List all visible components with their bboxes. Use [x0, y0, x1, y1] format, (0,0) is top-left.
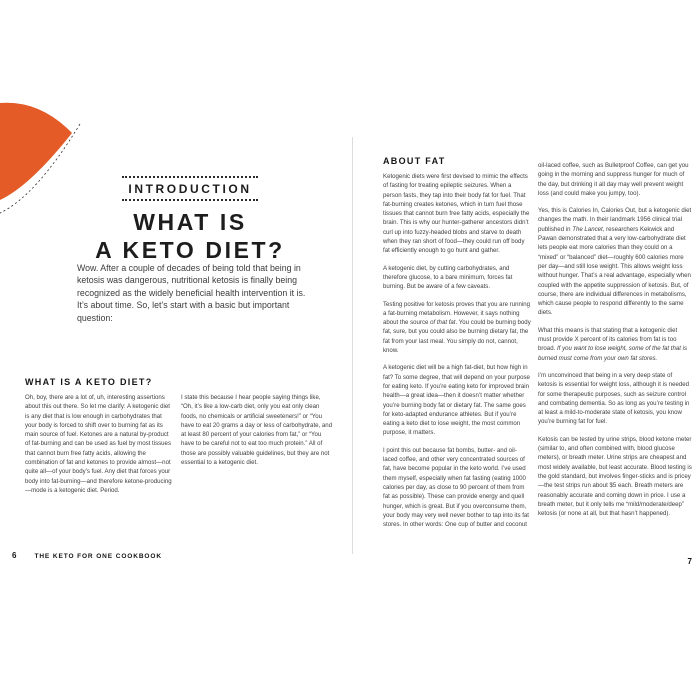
book-title: THE KETO FOR ONE COOKBOOK: [34, 553, 162, 560]
paragraph: I’m unconvinced that being in a very deep state of ketosis is essential for weight loss, although it is needed for some therapeutic purposes, such as seizure control and combating dementia. So as long as you’re testing in at least a mild-to-moderate state of ketosis, you know you’re burning fat for fuel.: [538, 371, 690, 426]
chapter-kicker: INTRODUCTION: [122, 176, 257, 201]
chapter-intro-paragraph: Wow. After a couple of decades of being told that being in ketosis was dangerous, nutritional ketosis is finally being recognized as the widely beneficial health intervention it is. It’s about time. So, let’s start with a basic but important question:: [77, 263, 306, 323]
paragraph: oil-laced coffee, such as Bulletproof Coffee, can get you going in the morning and suppress hunger for much of the day, but drinking it all day may well prevent weight loss (and could make you jumpy, too).: [538, 162, 689, 197]
paragraph: I point this out because fat bombs, butter- and oil-laced coffee, and other very concentrated sources of fat, have become popular in the keto world. I’ve used them myself, especially when fat fasting (eating 1000 calories per day, as close to 90 percent of them from fat as possible). These can provide energy and quell hunger, which is great. But if you overconsume them, your body may very well never bother to tap into its fat stores. In other words: One cup of butter and coconut: [383, 446, 529, 529]
paragraph: Yes, this is Calories In, Calories Out, but a ketogenic diet changes the math. In their landmark 1956 clinical trial published in The Lancet, researchers Kekwick and Pawan demonstrated that a very low-carbohydrate diet lets people eat more calories than they could on a “mixed” or “balanced” diet—roughly 600 calories more per day—and still lose weight. This allows weight loss without hunger. That’s a real advantage, especially when coupled with the appetite suppression of ketosis. But, of course, there are individual differences in metabolisms, which cause people to respond differently to the same diets.: [538, 207, 692, 317]
paragraph: A ketogenic diet will be a high fat-diet, but how high in fat? To some degree, that will depend on your purpose for eating keto. If you’re eating keto for improved brain health—a great idea—then it doesn’t matter whether you’re burning body fat or dietary fat. The same goes for keto-adapted endurance athletes. But if you’re eating a keto diet to lose weight, the most common purpose, it matters.: [383, 364, 530, 437]
right-page-column-1: [383, 172, 531, 537]
left-page-footer: [12, 551, 162, 560]
section-heading-right: ABOUT FAT: [383, 156, 446, 166]
left-page-column-1: [25, 393, 172, 503]
chapter-header: [60, 176, 320, 264]
paragraph: Ketogenic diets were first devised to mimic the effects of fasting for treating epileptic seizures. When a person fasts, they tap into their body fat for fuel. That fat-burning creates ketones, which in turn fuel those tissues that cannot burn free fatty acids, especially the brain. This is why our hunter-gatherer ancestors didn’t curl up into fuzzy-headed blobs and starve to death when they ran short of food—they could run off body fat efficiently enough to go hunt and gather.: [383, 173, 530, 255]
left-page-number: 6: [12, 551, 17, 560]
paragraph: Oh, boy, there are a lot of, uh, interesting assertions about this out there. So let me clarify: A ketogenic diet is any diet that is low enough in carbohydrates that your body is forced to shift over to burning fat as its main source of fuel. Ketones are a natural by-product of fat-burning and can be used as fuel by most tissues that cannot burn free fatty acids, allowing the combination of fat and ketones to provide almost—not quite all—of your body’s fuel. Any diet that forces your body into fat-burning—and therefore ketone-producing—mode is a ketogenic diet. Period.: [25, 394, 172, 494]
chapter-title-line1: WHAT IS: [133, 209, 247, 235]
paragraph: Testing positive for ketosis proves that you are running a fat-burning metabolism. However, it says nothing about the source of that fat. You could be burning body fat, sure, but you could also be burning dietary fat, the fat from your last meal. You simply do not, cannot, know.: [383, 300, 531, 355]
chapter-title-line2: A KETO DIET?: [95, 237, 285, 263]
chapter-title: [60, 208, 320, 264]
paragraph: What this means is that stating that a ketogenic diet must provide X percent of its calories from fat is too broad. If you want to lose weight, some of the fat that is burned must come from your own fat stores.: [538, 326, 688, 362]
paragraph: Ketosis can be tested by urine strips, blood ketone meter (similar to, and often combined with, blood glucose meters), or breath meter. Urine strips are cheapest and most widely available, but least accurate. Blood testing is the gold standard, but involves finger-sticks and is pricey —the test strips run about $5 each. Breath meters are reasonably accurate and coming down in price. I use a breath meter, but it only tells me “mild/moderate/deep” ketosis (or none at all, but that hasn’t happened).: [538, 435, 692, 518]
left-page-column-2: [181, 393, 333, 475]
right-page-footer: [688, 551, 692, 569]
right-page-column-2: [538, 161, 692, 526]
section-heading-left: WHAT IS A KETO DIET?: [25, 377, 153, 387]
paragraph: A ketogenic diet, by cutting carbohydrates, and therefore glucose, to a bare minimum, forces fat burning. But be aware of a few caveats.: [383, 264, 513, 291]
paragraph: I state this because I hear people saying things like, “Oh, it’s like a low-carb diet, only you eat only clean foods, no chemicals or artificial sweeteners!” or “You have to eat 20 grams a day or less of carbohydrate, and at least 80 percent of your calories from fat,” or “You have to be careful not to eat too much protein.” All of those are possibly valuable guidelines, but they are not essential to a ketogenic diet.: [181, 394, 333, 467]
page-gutter-divider: [352, 137, 353, 554]
right-page-number: 7: [687, 557, 692, 566]
